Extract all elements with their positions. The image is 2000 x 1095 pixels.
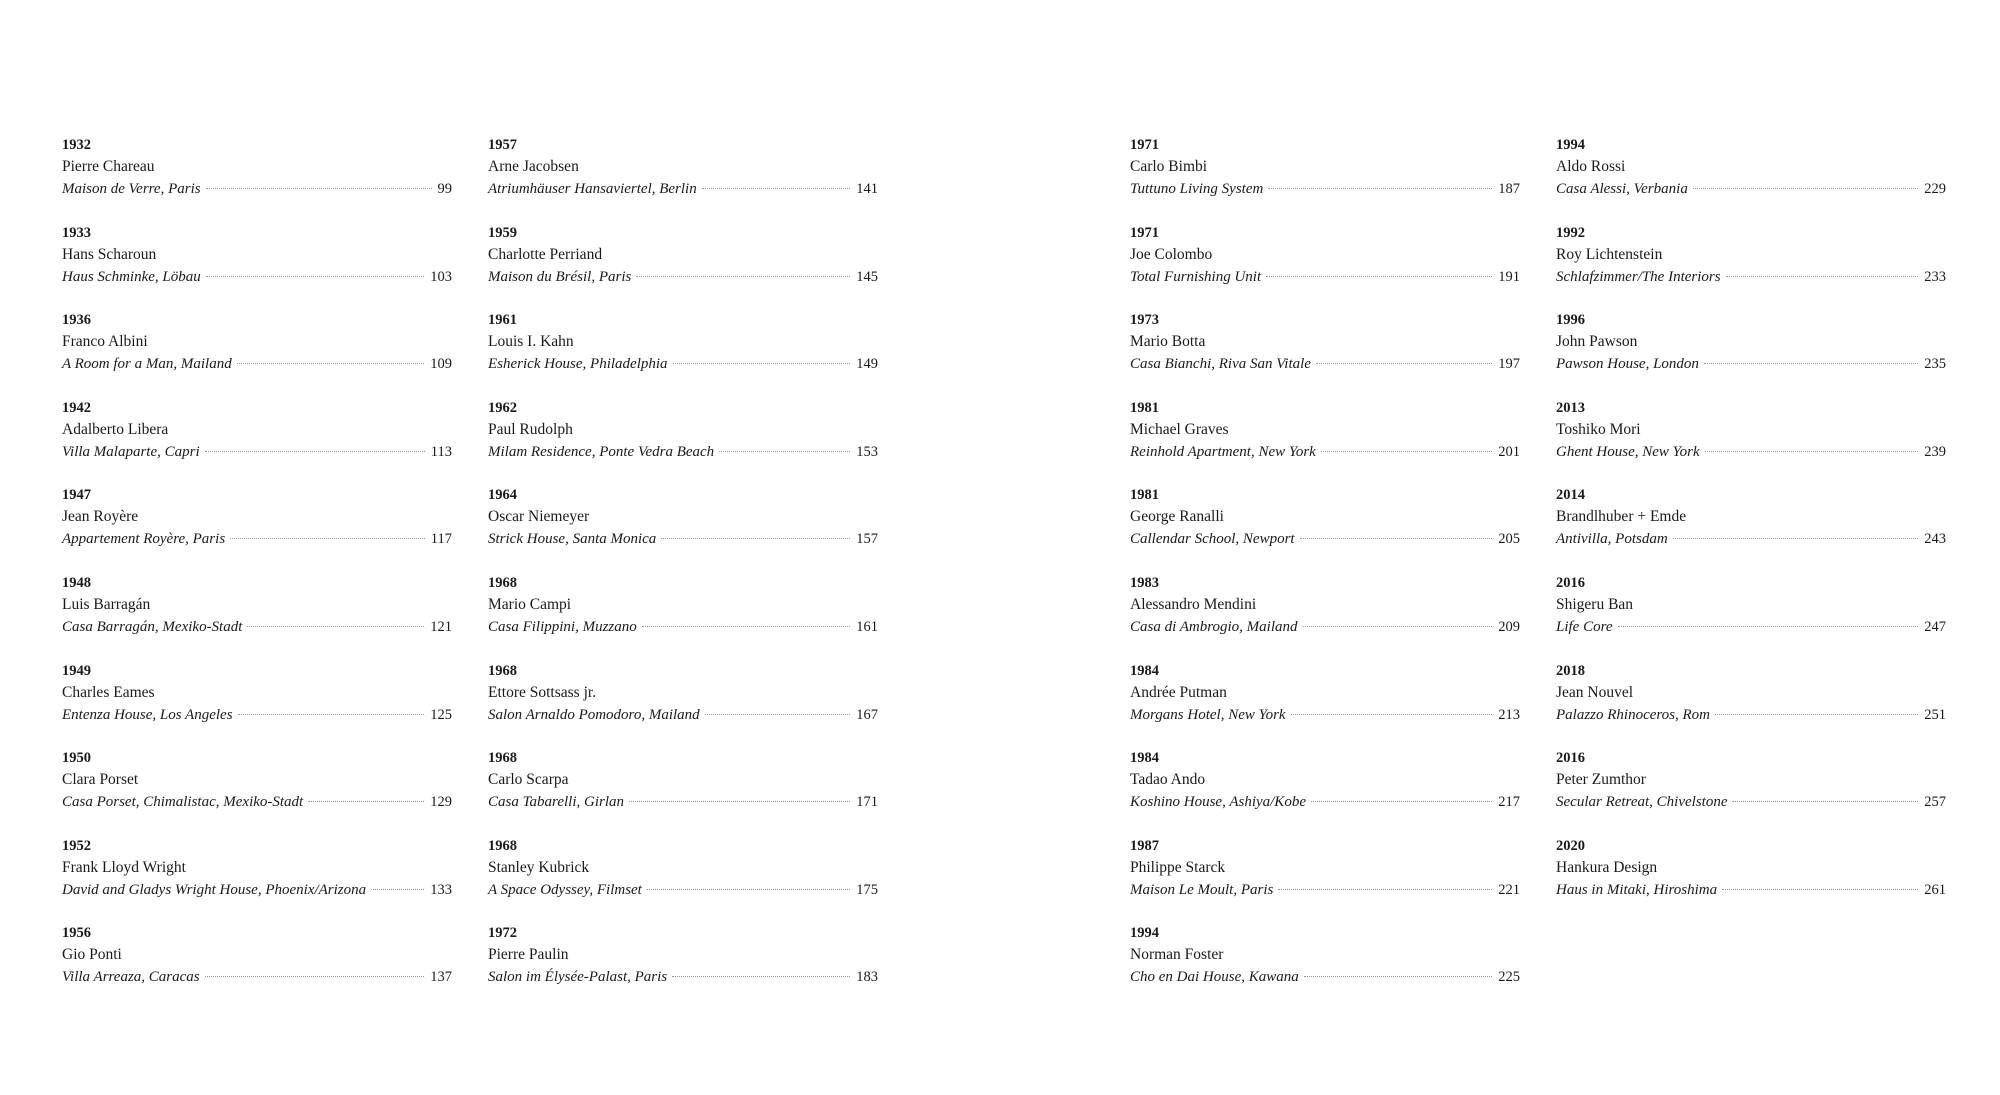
entry-architect: Mario Campi	[488, 595, 572, 613]
entry-page-number: 113	[430, 443, 452, 460]
dotted-leader	[1266, 276, 1492, 277]
entry-title-line	[1556, 353, 1946, 375]
entry-page-number: 243	[1924, 531, 1946, 548]
entry-architect: Pierre Paulin	[488, 946, 569, 964]
entry-architect: Luis Barragán	[62, 595, 151, 613]
entry-year: 1956	[62, 925, 91, 942]
dotted-leader	[661, 538, 850, 539]
entry-page-number: 149	[856, 356, 878, 373]
dotted-leader	[1715, 714, 1918, 715]
dotted-leader	[238, 714, 425, 715]
entry-page-number: 161	[856, 618, 878, 635]
entry-project-title: Haus in Mitaki, Hiroshima	[1556, 881, 1718, 898]
dotted-leader	[1311, 801, 1492, 802]
entry-architect: Andrée Putman	[1130, 683, 1227, 701]
entry-page-number: 191	[1498, 268, 1520, 285]
dotted-leader	[206, 276, 425, 277]
toc-entry	[488, 484, 878, 572]
entry-year: 1987	[1130, 837, 1159, 854]
entry-project-title: Atriumhäuser Hansaviertel, Berlin	[488, 181, 697, 197]
toc-entry	[1130, 922, 1520, 1010]
entry-year: 2016	[1556, 574, 1585, 591]
entry-page-number: 233	[1924, 268, 1946, 285]
entry-title-line	[1556, 879, 1946, 901]
entry-year: 1968	[488, 837, 517, 854]
entry-year: 1947	[62, 487, 91, 504]
dotted-leader	[647, 889, 850, 890]
entry-project-title: David and Gladys Wright House, Phoenix/Arizona	[62, 881, 367, 898]
dotted-leader	[206, 188, 432, 189]
entry-title-line	[488, 966, 878, 988]
entry-title-line	[1130, 704, 1520, 726]
entry-year: 2014	[1556, 487, 1585, 504]
dotted-leader	[1693, 188, 1918, 189]
entry-title-line	[62, 879, 452, 901]
entry-year: 1957	[488, 137, 517, 153]
entry-project-title: Casa di Ambrogio, Mailand	[1130, 618, 1298, 635]
entry-project-title: Antivilla, Potsdam	[1556, 531, 1668, 548]
toc-entry	[1556, 835, 1946, 923]
entry-title-line	[62, 441, 452, 463]
entry-year: 1949	[62, 662, 91, 679]
toc-entry	[1130, 309, 1520, 397]
entry-architect: Alessandro Mendini	[1130, 595, 1257, 613]
entry-architect: Aldo Rossi	[1556, 158, 1626, 175]
entry-year: 1971	[1130, 137, 1159, 153]
entry-year: 2018	[1556, 662, 1585, 679]
entry-page-number: 235	[1924, 356, 1946, 373]
entry-project-title: Secular Retreat, Chivelstone	[1556, 794, 1728, 811]
dotted-leader	[1321, 451, 1492, 452]
entry-year: 1973	[1130, 312, 1159, 329]
toc-entry	[1556, 309, 1946, 397]
dotted-leader	[1268, 188, 1492, 189]
toc-column-4	[1556, 134, 1946, 922]
dotted-leader	[205, 451, 425, 452]
toc-entry	[488, 835, 878, 923]
entry-architect: Louis I. Kahn	[488, 333, 574, 351]
entry-title-line	[1556, 266, 1946, 288]
entry-title-line	[62, 704, 452, 726]
entry-project-title: Strick House, Santa Monica	[488, 531, 657, 548]
entry-page-number: 183	[856, 969, 878, 986]
dotted-leader	[1304, 976, 1493, 977]
toc-column-1	[62, 134, 452, 1010]
entry-title-line	[1130, 178, 1520, 200]
toc-entry	[1556, 134, 1946, 222]
toc-entry	[488, 134, 878, 222]
entry-title-line	[488, 353, 878, 375]
entry-page-number: 213	[1498, 706, 1520, 723]
toc-entry	[62, 222, 452, 310]
dotted-leader	[308, 801, 424, 802]
toc-column-2	[488, 134, 878, 1010]
entry-title-line	[62, 966, 452, 988]
entry-architect: Shigeru Ban	[1556, 595, 1634, 613]
entry-title-line	[1130, 879, 1520, 901]
entry-page-number: 167	[856, 706, 878, 723]
entry-page-number: 145	[856, 268, 878, 285]
entry-page-number: 251	[1924, 706, 1946, 723]
dotted-leader	[629, 801, 850, 802]
entry-title-line	[62, 266, 452, 288]
dotted-leader	[1316, 363, 1492, 364]
dotted-leader	[1291, 714, 1493, 715]
entry-page-number: 257	[1924, 794, 1946, 811]
entry-project-title: Esherick House, Philadelphia	[488, 356, 668, 373]
entry-page-number: 239	[1924, 443, 1946, 460]
toc-entry	[1130, 134, 1520, 222]
entry-project-title: Callendar School, Newport	[1130, 531, 1295, 548]
entry-title-line	[62, 528, 452, 550]
entry-year: 1968	[488, 750, 517, 767]
entry-title-line	[1130, 616, 1520, 638]
entry-title-line	[1130, 791, 1520, 813]
toc-entry	[1556, 222, 1946, 310]
entry-title-line	[62, 791, 452, 813]
toc-entry	[1130, 747, 1520, 835]
entry-project-title: Villa Arreaza, Caracas	[62, 969, 200, 986]
entry-project-title: Schlafzimmer/The Interiors	[1556, 268, 1721, 285]
entry-project-title: Cho en Dai House, Kawana	[1130, 969, 1299, 986]
entry-title-line	[1130, 441, 1520, 463]
entry-project-title: Entenza House, Los Angeles	[62, 706, 233, 723]
entry-page-number: 247	[1924, 618, 1946, 635]
entry-title-line	[1556, 528, 1946, 550]
entry-project-title: Life Core	[1556, 618, 1613, 635]
entry-year: 1971	[1130, 224, 1159, 241]
entry-year: 1936	[62, 312, 91, 329]
entry-title-line	[488, 704, 878, 726]
entry-architect: Franco Albini	[62, 333, 148, 351]
entry-project-title: Pawson House, London	[1556, 356, 1699, 373]
toc-entry	[1556, 660, 1946, 748]
dotted-leader	[702, 188, 851, 189]
entry-page-number: 99	[437, 181, 452, 197]
entry-year: 1964	[488, 487, 517, 504]
toc-entry	[62, 134, 452, 222]
dotted-leader	[237, 363, 425, 364]
entry-title-line	[488, 879, 878, 901]
entry-architect: Gio Ponti	[62, 946, 122, 964]
dotted-leader	[673, 363, 851, 364]
entry-page-number: 229	[1924, 181, 1946, 197]
entry-project-title: Casa Filippini, Muzzano	[488, 618, 637, 635]
entry-page-number: 175	[856, 881, 878, 898]
entry-project-title: Maison du Brésil, Paris	[488, 268, 632, 285]
entry-project-title: Casa Porset, Chimalistac, Mexiko-Stadt	[62, 794, 304, 811]
entry-page-number: 129	[430, 794, 452, 811]
entry-architect: Charles Eames	[62, 683, 155, 701]
entry-architect: Stanley Kubrick	[488, 858, 590, 876]
dotted-leader	[1732, 801, 1918, 802]
entry-architect: Mario Botta	[1130, 333, 1206, 351]
entry-architect: Peter Zumthor	[1556, 771, 1646, 789]
entry-architect: Ettore Sottsass jr.	[488, 683, 597, 701]
dotted-leader	[1618, 626, 1919, 627]
entry-year: 1981	[1130, 487, 1159, 504]
entry-page-number: 103	[430, 268, 452, 285]
entry-architect: Carlo Scarpa	[488, 771, 569, 789]
dotted-leader	[1278, 889, 1492, 890]
toc-entry	[1130, 835, 1520, 923]
toc-entry	[1130, 397, 1520, 485]
entry-architect: Jean Royère	[62, 508, 139, 526]
dotted-leader	[1303, 626, 1493, 627]
dotted-leader	[205, 976, 425, 977]
entry-page-number: 141	[856, 181, 878, 197]
entry-year: 1994	[1556, 137, 1585, 153]
entry-project-title: Total Furnishing Unit	[1130, 268, 1262, 285]
entry-page-number: 197	[1498, 356, 1520, 373]
entry-year: 1961	[488, 312, 517, 329]
entry-year: 2020	[1556, 837, 1585, 854]
entry-project-title: Ghent House, New York	[1556, 443, 1700, 460]
entry-year: 2013	[1556, 399, 1585, 416]
entry-year: 1992	[1556, 224, 1585, 241]
entry-architect: Roy Lichtenstein	[1556, 245, 1663, 263]
entry-year: 1962	[488, 399, 517, 416]
entry-title-line	[488, 266, 878, 288]
entry-page-number: 137	[430, 969, 452, 986]
dotted-leader	[230, 538, 425, 539]
dotted-leader	[247, 626, 424, 627]
toc-entry	[488, 747, 878, 835]
entry-project-title: Reinhold Apartment, New York	[1130, 443, 1316, 460]
dotted-leader	[705, 714, 851, 715]
entry-project-title: Tuttuno Living System	[1130, 181, 1264, 197]
entry-title-line	[1130, 528, 1520, 550]
toc-column-3	[1130, 134, 1520, 1010]
entry-year: 1968	[488, 662, 517, 679]
toc-entry	[1556, 484, 1946, 572]
entry-page-number: 225	[1498, 969, 1520, 986]
entry-year: 2016	[1556, 750, 1585, 767]
entry-page-number: 201	[1498, 443, 1520, 460]
entry-project-title: Palazzo Rhinoceros, Rom	[1556, 706, 1711, 723]
toc-entry	[62, 660, 452, 748]
entry-project-title: A Space Odyssey, Filmset	[488, 881, 642, 898]
entry-architect: Adalberto Libera	[62, 420, 169, 438]
entry-project-title: Appartement Royère, Paris	[62, 531, 226, 548]
entry-title-line	[62, 616, 452, 638]
entry-title-line	[488, 178, 878, 200]
entry-page-number: 153	[856, 443, 878, 460]
entry-page-number: 117	[430, 531, 452, 548]
entry-architect: Clara Porset	[62, 771, 139, 789]
entry-page-number: 205	[1498, 531, 1520, 548]
entry-page-number: 221	[1498, 881, 1520, 898]
entry-title-line	[1556, 704, 1946, 726]
entry-architect: Michael Graves	[1130, 420, 1229, 438]
entry-project-title: Koshino House, Ashiya/Kobe	[1130, 794, 1306, 811]
entry-title-line	[488, 528, 878, 550]
entry-title-line	[1556, 616, 1946, 638]
entry-year: 1996	[1556, 312, 1585, 329]
toc-entry	[62, 309, 452, 397]
entry-architect: Brandlhuber + Emde	[1556, 508, 1687, 526]
entry-architect: Hankura Design	[1556, 858, 1658, 876]
entry-architect: Joe Colombo	[1130, 245, 1213, 263]
dotted-leader	[1722, 889, 1918, 890]
dotted-leader	[1673, 538, 1919, 539]
entry-page-number: 157	[856, 531, 878, 548]
dotted-leader	[1300, 538, 1493, 539]
entry-title-line	[1130, 353, 1520, 375]
toc-entry	[62, 397, 452, 485]
entry-project-title: Casa Tabarelli, Girlan	[488, 794, 625, 811]
toc-entry	[62, 835, 452, 923]
entry-architect: John Pawson	[1556, 333, 1638, 351]
toc-entry	[1130, 222, 1520, 310]
dotted-leader	[636, 276, 850, 277]
dotted-leader	[371, 889, 424, 890]
entry-page-number: 133	[430, 881, 452, 898]
toc-entry	[488, 660, 878, 748]
toc-entry	[1130, 660, 1520, 748]
entry-project-title: Villa Malaparte, Capri	[62, 443, 200, 460]
entry-project-title: Casa Bianchi, Riva San Vitale	[1130, 356, 1311, 373]
entry-year: 1968	[488, 574, 517, 591]
toc-entry	[1130, 572, 1520, 660]
entry-title-line	[1130, 266, 1520, 288]
dotted-leader	[642, 626, 850, 627]
toc-entry	[62, 922, 452, 1010]
entry-architect: Charlotte Perriand	[488, 245, 603, 263]
entry-year: 1933	[62, 224, 91, 241]
entry-architect: Frank Lloyd Wright	[62, 858, 186, 876]
entry-title-line	[488, 791, 878, 813]
entry-year: 1950	[62, 750, 91, 767]
entry-architect: Norman Foster	[1130, 946, 1224, 964]
dotted-leader	[1704, 363, 1918, 364]
toc-entry	[1556, 572, 1946, 660]
dotted-leader	[1726, 276, 1919, 277]
dotted-leader	[672, 976, 850, 977]
toc-entry	[488, 397, 878, 485]
entry-page-number: 125	[430, 706, 452, 723]
dotted-leader	[719, 451, 850, 452]
entry-year: 1948	[62, 574, 91, 591]
entry-project-title: Casa Barragán, Mexiko-Stadt	[62, 618, 243, 635]
entry-title-line	[62, 353, 452, 375]
entry-title-line	[488, 616, 878, 638]
entry-page-number: 217	[1498, 794, 1520, 811]
entry-year: 1984	[1130, 750, 1159, 767]
entry-page-number: 121	[430, 618, 452, 635]
entry-architect: Jean Nouvel	[1556, 683, 1634, 701]
toc-entry	[62, 747, 452, 835]
entry-project-title: Salon im Élysée-Palast, Paris	[488, 969, 668, 986]
entry-title-line	[1556, 791, 1946, 813]
entry-architect: Philippe Starck	[1130, 858, 1226, 876]
toc-entry	[1130, 484, 1520, 572]
entry-architect: Arne Jacobsen	[488, 158, 579, 175]
entry-architect: Hans Scharoun	[62, 245, 157, 263]
entry-architect: Pierre Chareau	[62, 158, 155, 175]
entry-page-number: 187	[1498, 181, 1520, 197]
entry-architect: Oscar Niemeyer	[488, 508, 590, 526]
toc-entry	[488, 309, 878, 397]
entry-page-number: 209	[1498, 618, 1520, 635]
toc-entry	[1556, 397, 1946, 485]
entry-title-line	[1556, 178, 1946, 200]
entry-title-line	[488, 441, 878, 463]
entry-year: 1972	[488, 925, 517, 942]
toc-entry	[62, 484, 452, 572]
entry-year: 1932	[62, 137, 91, 153]
entry-year: 1981	[1130, 399, 1159, 416]
entry-project-title: Morgans Hotel, New York	[1130, 706, 1286, 723]
entry-architect: Paul Rudolph	[488, 420, 573, 438]
entry-architect: George Ranalli	[1130, 508, 1224, 526]
toc-entry	[1556, 747, 1946, 835]
entry-year: 1942	[62, 399, 91, 416]
entry-title-line	[62, 178, 452, 200]
entry-project-title: Milam Residence, Ponte Vedra Beach	[488, 443, 715, 460]
entry-project-title: Haus Schminke, Löbau	[62, 268, 201, 285]
entry-year: 1994	[1130, 925, 1159, 942]
entry-year: 1952	[62, 837, 91, 854]
entry-project-title: Casa Alessi, Verbania	[1556, 181, 1688, 197]
entry-project-title: Maison de Verre, Paris	[62, 181, 201, 197]
entry-page-number: 261	[1924, 881, 1946, 898]
entry-project-title: Maison Le Moult, Paris	[1130, 881, 1274, 898]
entry-architect: Carlo Bimbi	[1130, 158, 1208, 175]
entry-project-title: A Room for a Man, Mailand	[62, 356, 232, 373]
entry-title-line	[1556, 441, 1946, 463]
entry-year: 1983	[1130, 574, 1159, 591]
toc-entry	[488, 222, 878, 310]
entry-project-title: Salon Arnaldo Pomodoro, Mailand	[488, 706, 700, 723]
entry-page-number: 171	[856, 794, 878, 811]
toc-entry	[62, 572, 452, 660]
entry-architect: Toshiko Mori	[1556, 420, 1641, 438]
entry-year: 1959	[488, 224, 517, 241]
entry-page-number: 109	[430, 356, 452, 373]
dotted-leader	[1705, 451, 1919, 452]
toc-entry	[488, 572, 878, 660]
entry-title-line	[1130, 966, 1520, 988]
entry-architect: Tadao Ando	[1130, 771, 1206, 789]
entry-year: 1984	[1130, 662, 1159, 679]
toc-entry	[488, 922, 878, 1010]
